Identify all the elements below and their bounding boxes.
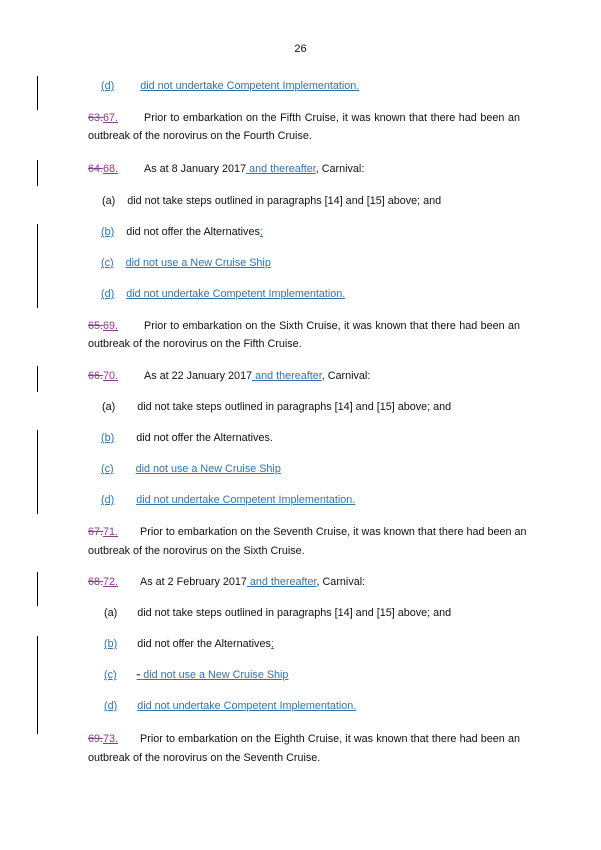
paragraph-69: 65.69. Prior to embarkation on the Sixth Cruise, it was known that there had been an (88, 320, 520, 332)
sub-item-a: (a) did not take steps outlined in paragraphs [14] and [15] above; and (102, 401, 452, 413)
paragraph-71: 67.71. Prior to embarkation on the Seventh Cruise, it was known that there had been an (88, 526, 527, 538)
sub-item-d: (d) did not undertake Competent Implementation. (101, 494, 356, 506)
sub-item-d: (d) did not undertake Competent Implementation. (101, 80, 360, 92)
sub-item-a: (a) did not take steps outlined in paragraphs [14] and [15] above; and (102, 195, 442, 207)
paragraph-67-cont: outbreak of the norovirus on the Fourth Cruise. (88, 130, 312, 142)
paragraph-69-cont: outbreak of the norovirus on the Fifth Cruise. (88, 338, 302, 350)
change-bar (37, 430, 38, 514)
paragraph-67: 63.67. Prior to embarkation on the Fifth Cruise, it was known that there had been an (88, 112, 520, 124)
page-number: 26 (294, 43, 307, 55)
paragraph-72: 68.72. As at 2 February 2017 and thereafter, Carnival: (88, 576, 366, 588)
change-bar (37, 160, 38, 186)
change-bar (37, 636, 38, 734)
sub-item-d: (d) did not undertake Competent Implementation. (104, 700, 357, 712)
change-bar (37, 224, 38, 308)
paragraph-73-cont: outbreak of the norovirus on the Seventh Cruise. (88, 752, 321, 764)
paragraph-70: 66.70. As at 22 January 2017 and thereafter, Carnival: (88, 370, 371, 382)
sub-item-a: (a) did not take steps outlined in paragraphs [14] and [15] above; and (104, 607, 452, 619)
sub-item-b: (b) did not offer the Alternatives; (104, 638, 274, 650)
sub-item-c: (c) - did not use a New Cruise Ship (104, 669, 289, 681)
paragraph-73: 69.73. Prior to embarkation on the Eighth Cruise, it was known that there had been an (88, 733, 520, 745)
sub-item-c: (c) did not use a New Cruise Ship (101, 463, 281, 475)
change-bar (37, 572, 38, 606)
sub-item-b: (b) did not offer the Alternatives. (101, 432, 273, 444)
paragraph-68: 64.68. As at 8 January 2017 and thereafter, Carnival: (88, 163, 365, 175)
change-bar (37, 76, 38, 110)
paragraph-71-cont: outbreak of the norovirus on the Sixth Cruise. (88, 545, 305, 557)
change-bar (37, 366, 38, 392)
sub-item-d: (d) did not undertake Competent Implementation. (101, 288, 346, 300)
sub-item-b: (b) did not offer the Alternatives; (101, 226, 263, 238)
sub-item-c: (c) did not use a New Cruise Ship (101, 257, 271, 269)
